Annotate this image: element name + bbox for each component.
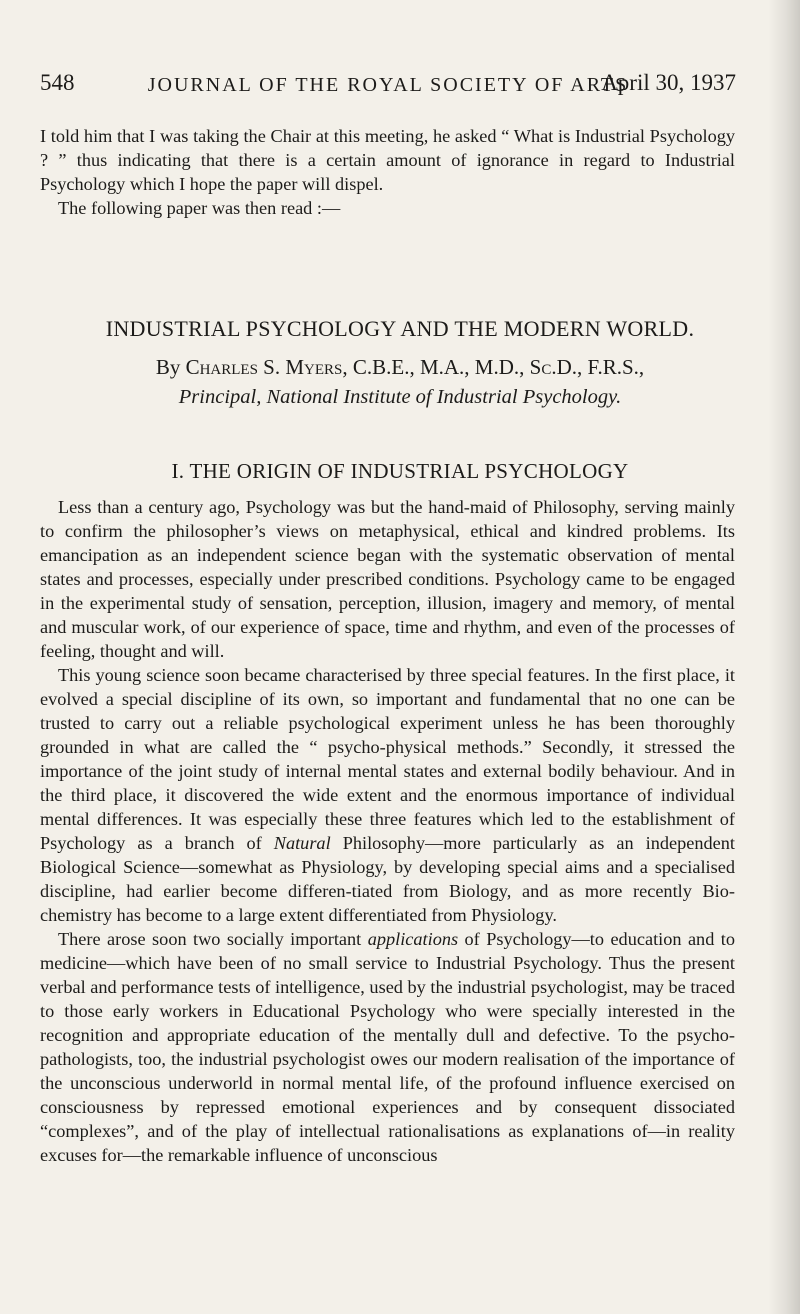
journal-title: JOURNAL OF THE ROYAL SOCIETY OF ARTS [147, 74, 629, 96]
article-title: INDUSTRIAL PSYCHOLOGY AND THE MODERN WORLD. [105, 316, 695, 341]
byline-prefix: By [155, 355, 181, 379]
article-byline [0, 355, 800, 380]
body-emphasis: applications [367, 929, 459, 949]
body-text: There arose soon two socially important [58, 929, 362, 949]
running-header [40, 70, 736, 110]
article-body [40, 495, 735, 1167]
intro-read-note: The following paper was then read :— [58, 198, 341, 218]
body-text: This young science soon became characterised by three special features. In the first place, it evolved a special discipline of its own, so important and fundamental that no one can be trusted to carry out a reliable psychological experiment unless he has been thoroughly grounded in what are called the “ psycho-physical methods.” Secondly, it stressed the importance of the joint study of internal mental states and external bodily behaviour. And in the third place, it discovered the wide extent and the enormous importance of individual mental differences. It was especially these three features which led to the establishment of Psychology as a branch of [40, 665, 735, 853]
page-number: 548 [40, 70, 75, 95]
author-affiliation: Principal, National Institute of Industrial Psychology. [178, 386, 622, 408]
body-emphasis: Natural [273, 833, 331, 853]
body-paragraph [40, 927, 735, 1167]
body-text: Philosophy—more particularly as an independent Biological Science—somewhat as Physiology, by developing special aims and a specialised discipline, had earlier become differen-tiated from Biology, and as more recently Bio-chemistry has become to a large extent differentiated from Physiology. [40, 833, 735, 925]
body-paragraph [40, 663, 735, 927]
body-paragraph: Less than a century ago, Psychology was but the hand-maid of Philosophy, serving mainly to confirm the philosopher’s views on metaphysical, ethical and kindred problems. Its emancipation as an independent science began with the systematic observation of mental states and processes, especially under prescribed conditions. Psychology came to be engaged in the experimental study of sensation, perception, illusion, imagery and memory, of mental and muscular work, of our experience of space, time and rhythm, and even of the processes of feeling, thought and will. [40, 497, 735, 661]
page-edge-shadow [768, 0, 800, 1314]
author-name: Charles S. Myers, C.B.E., M.A., M.D., Sc.D., F.R.S., [185, 355, 645, 379]
section-heading: I. THE ORIGIN OF INDUSTRIAL PSYCHOLOGY [171, 459, 629, 483]
intro-text [40, 124, 735, 220]
intro-paragraph: I told him that I was taking the Chair at this meeting, he asked “ What is Industrial Psychology ? ” thus indicating that there is a certain amount of ignorance in regard to Industrial Psychology which I hope the paper will dispel. [40, 126, 735, 194]
issue-date: April 30, 1937 [601, 70, 736, 95]
body-text: of Psychology—to education and to medicine—which have been of no small service to Industrial Psychology. Thus the present verbal and performance tests of intelligence, used by the industrial psychologist, may be traced to those early workers in Educational Psychology who were specially interested in the recognition and appropriate education of the mentally dull and defective. To the psycho-pathologists, too, the industrial psychologist owes our modern realisation of the importance of the unconscious underworld in normal mental life, of the profound influence exercised on consciousness by repressed emotional experiences and by consequent dissociated “complexes”, and of the play of intellectual rationalisations as explanations of—in reality excuses for—the remarkable influence of unconscious [40, 929, 735, 1165]
